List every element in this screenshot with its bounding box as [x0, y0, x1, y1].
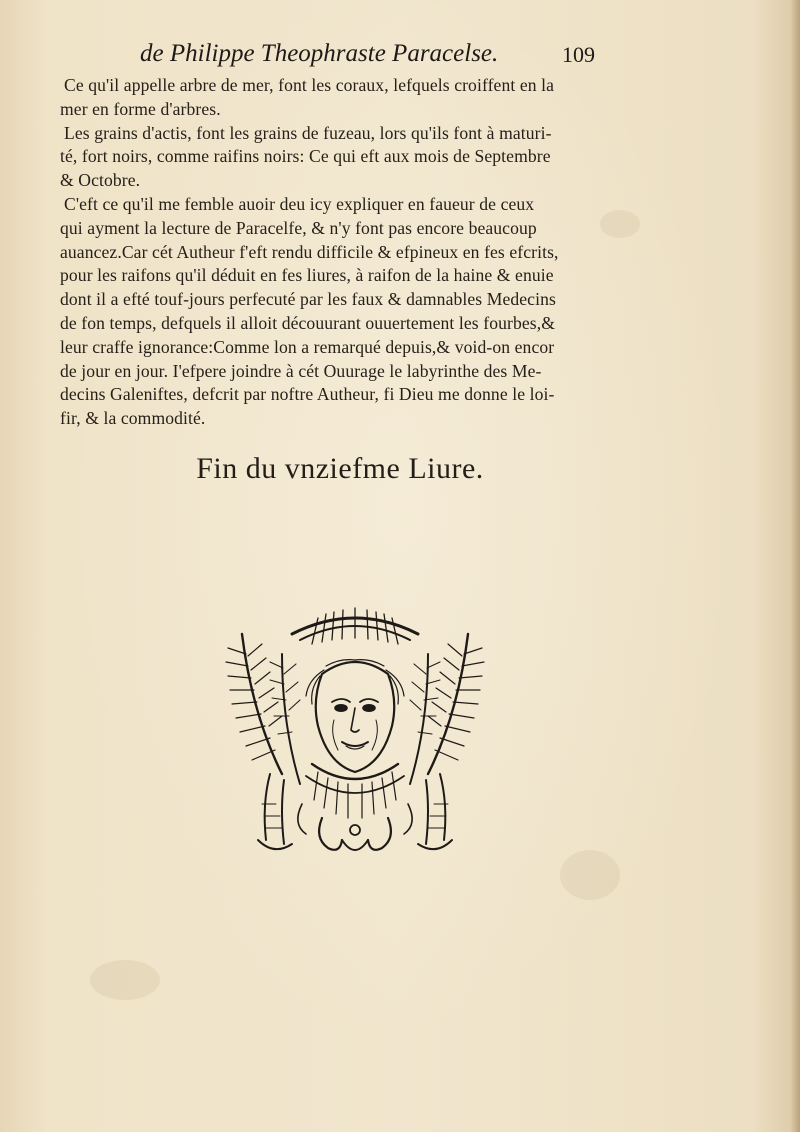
body-text	[60, 74, 620, 431]
text-line: mer en forme d'arbres.	[60, 98, 221, 119]
page-edge-shadow	[790, 0, 800, 1132]
text-line: leur craffe ignorance:Comme lon a remarqué depuis,& void-on encor	[60, 336, 555, 357]
text-line: C'eft ce qu'il me femble auoir deu icy expliquer en faueur de ceux	[64, 193, 535, 214]
text-line: & Octobre.	[60, 170, 141, 191]
text-line: té, fort noirs, comme raifins noirs: Ce qui eft aux mois de Septembre	[60, 146, 551, 167]
foxing-stain	[90, 960, 160, 1000]
text-line: decins Galeniftes, defcrit par noftre Autheur, fi Dieu me donne le loi-	[60, 384, 555, 405]
text-line: de fon temps, defquels il alloit découurant ouuertement les fourbes,&	[60, 312, 555, 333]
text-line: Ce qu'il appelle arbre de mer, font les coraux, lefquels croiffent en la	[64, 75, 555, 95]
colophon: Fin du vnziefme Liure.	[196, 452, 484, 485]
fleuron-mask-icon	[222, 604, 488, 860]
text-line: de jour en jour. I'efpere joindre à cét Ouurage le labyrinthe des Me-	[60, 360, 542, 381]
text-line: fir, & la commodité.	[60, 408, 206, 429]
foxing-stain	[560, 850, 620, 900]
page-number: 109	[562, 42, 595, 67]
text-line: pour les raifons qu'il déduit en fes liures, à raifon de la haine & enuie	[60, 265, 554, 286]
text-line: Les grains d'actis, font les grains de fuzeau, lors qu'ils font à maturi-	[64, 122, 552, 143]
text-line: qui ayment la lecture de Paracelfe, & n'y font pas encore beaucoup	[60, 217, 537, 238]
text-line: auancez.Car cét Autheur f'eft rendu difficile & efpineux en fes efcrits,	[60, 241, 559, 262]
page-header	[0, 40, 800, 76]
running-title: de Philippe Theophraste Paracelse.	[140, 40, 499, 67]
text-line: dont il a efté touf-jours perfecuté par les faux & damnables Medecins	[60, 289, 556, 310]
